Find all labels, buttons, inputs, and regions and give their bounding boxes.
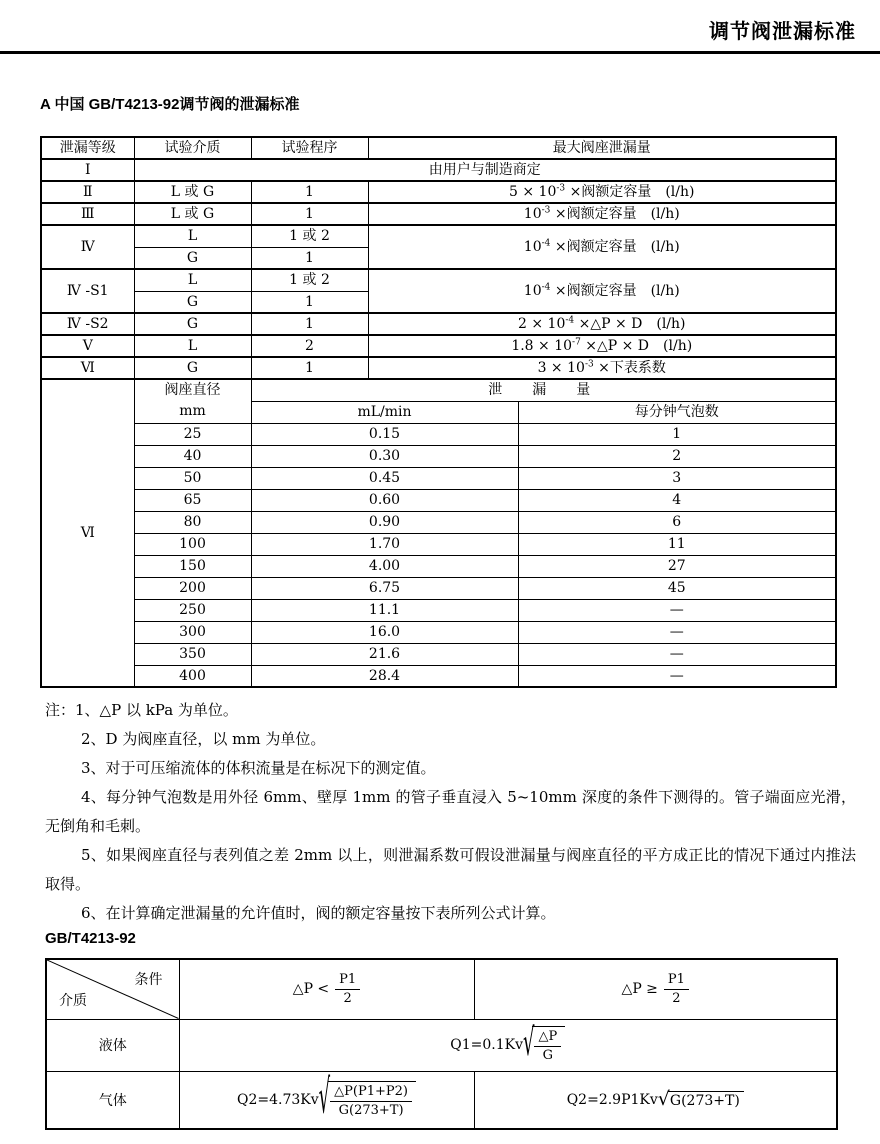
ml-cell: 0.60 [251,489,518,511]
condition-2-cell: △P ≥ $\frac{P1}{2}$ [474,959,837,1019]
dia-cell: 400 [134,665,251,687]
table-row-grade-6 [41,357,836,379]
dia-cell: 65 [134,489,251,511]
bubbles-cell: 1 [518,423,836,445]
dia-cell: 100 [134,533,251,555]
condition-1-cell: △P < $\frac{P1}{2}$ [179,959,474,1019]
medium-cell: L 或 G [134,181,251,203]
subtable-row [41,665,836,687]
note-3: 3、对于可压缩流体的体积流量是在标况下的测定值。 [81,759,436,777]
ml-cell: 0.45 [251,467,518,489]
subtable-row [41,533,836,555]
leakage-cell: $3 \times 10^{-3}$ ×下表系数 [368,357,836,379]
grade-cell: Ⅰ [41,159,134,181]
medium-cell: L [134,225,251,247]
condition-label: 条件 [134,972,163,988]
subtable-row [41,489,836,511]
table-row-grade-4s1-liquid [41,269,836,291]
liquid-formula-row [46,1019,837,1071]
procedure-cell: 1 [251,247,368,269]
ml-cell: 1.70 [251,533,518,555]
header-rule [0,51,880,54]
condition-medium-diagonal-cell [46,959,179,1019]
subtable-row [41,621,836,643]
ml-cell: 28.4 [251,665,518,687]
ml-cell: 0.15 [251,423,518,445]
medium-label: 介质 [59,992,87,1009]
procedure-cell: 1 [251,357,368,379]
section-a-title: A 中国 GB/T4213-92调节阀的泄漏标准 [40,96,300,113]
grade-cell: Ⅵ [41,357,134,379]
gas-formula-2-cell: Q2=2.9P1Kv √ G(273+T) [474,1071,837,1129]
header-max-leakage: 最大阀座泄漏量 [368,137,836,159]
procedure-cell: 1 [251,203,368,225]
table-row-grade-5 [41,335,836,357]
leakage-cell: $5 \times 10^{-3}$ ×阀额定容量 (l/h) [368,181,836,203]
ml-cell: 16.0 [251,621,518,643]
header-medium: 试验介质 [134,137,251,159]
dia-cell: 350 [134,643,251,665]
bubbles-cell: — [518,599,836,621]
ml-cell: 0.90 [251,511,518,533]
bubbles-cell: — [518,621,836,643]
grade-cell: Ⅳ -S2 [41,313,134,335]
gb-standard-label: GB/T4213-92 [45,930,136,947]
subtable-row [41,577,836,599]
grade-cell: Ⅵ [41,379,134,687]
liquid-formula-cell: Q1=0.1Kv √ $\frac{\triangle P}{G}$ [179,1019,837,1071]
table-row-grade-3 [41,203,836,225]
table-row-grade-4-liquid [41,225,836,247]
dia-cell: 250 [134,599,251,621]
procedure-cell: 2 [251,335,368,357]
dia-cell: 80 [134,511,251,533]
seat-diameter-header: 阀座直径 mm [134,379,251,423]
gas-formula-row [46,1071,837,1129]
header-procedure: 试验程序 [251,137,368,159]
dia-cell: 50 [134,467,251,489]
ml-cell: 4.00 [251,555,518,577]
radical-sign: √ [318,1070,331,1126]
procedure-cell: 1 [251,291,368,313]
procedure-cell: 1 [251,313,368,335]
ml-cell: 6.75 [251,577,518,599]
gas-label: 气体 [46,1071,179,1129]
note-5: 5、如果阀座直径与表列值之差 2mm 以上，则泄漏系数可假设泄漏量与阀座直径的平方成正比的情况下通过内推法取得。 [45,846,856,893]
grade-cell: Ⅴ [41,335,134,357]
subtable-row [41,423,836,445]
subtable-row [41,599,836,621]
bubbles-cell: 11 [518,533,836,555]
subtable-row [41,555,836,577]
ml-cell: 21.6 [251,643,518,665]
main-leakage-table [40,136,837,688]
grade-cell: Ⅳ [41,225,134,269]
subtable-row [41,467,836,489]
bubbles-cell: 3 [518,467,836,489]
note-4: 4、每分钟气泡数是用外径 6mm、壁厚 1mm 的管子垂直浸入 5~10mm 深度的条件下测得的。管子端面应光滑，无倒角和毛刺。 [45,788,856,835]
medium-cell: G [134,247,251,269]
notes-block [45,696,856,928]
leakage-cell: $10^{-3}$ ×阀额定容量 (l/h) [368,203,836,225]
dia-cell: 25 [134,423,251,445]
bubbles-cell: 45 [518,577,836,599]
subtable-row [41,511,836,533]
liquid-label: 液体 [46,1019,179,1071]
subtable-row [41,643,836,665]
bubbles-cell: 2 [518,445,836,467]
bubbles-cell: — [518,665,836,687]
medium-cell: L [134,269,251,291]
dia-cell: 200 [134,577,251,599]
rated-capacity-formula-table [45,958,838,1130]
table-header-row [41,137,836,159]
bubbles-cell: 4 [518,489,836,511]
medium-cell: L [134,335,251,357]
subtable-row [41,445,836,467]
radical-sign: √ [523,1021,535,1066]
grade-cell: Ⅱ [41,181,134,203]
grade-cell: Ⅳ -S1 [41,269,134,313]
leakage-cell: $10^{-4}$ ×阀额定容量 (l/h) [368,225,836,269]
medium-cell: G [134,357,251,379]
leakage-cell: $1.8 \times 10^{-7}$ ×△P × D (l/h) [368,335,836,357]
bubbles-header: 每分钟气泡数 [518,401,836,423]
ml-cell: 11.1 [251,599,518,621]
leakage-cell: $10^{-4}$ ×阀额定容量 (l/h) [368,269,836,313]
note-1: 注：1、△P 以 kPa 为单位。 [45,701,238,719]
dia-cell: 300 [134,621,251,643]
note-6: 6、在计算确定泄漏量的允许值时，阀的额定容量按下表所列公式计算。 [81,904,556,922]
formula-header-row [46,959,837,1019]
bubbles-cell: 27 [518,555,836,577]
page-header-title: 调节阀泄漏标准 [709,21,856,43]
ml-cell: 0.30 [251,445,518,467]
procedure-cell: 1 或 2 [251,269,368,291]
dia-cell: 40 [134,445,251,467]
medium-cell: G [134,291,251,313]
table-row-grade-1 [41,159,836,181]
leakage-cell: $2 \times 10^{-4}$ ×△P × D (l/h) [368,313,836,335]
procedure-cell: 1 [251,181,368,203]
leakage-cell: 由用户与制造商定 [134,159,836,181]
ml-min-header: mL/min [251,401,518,423]
note-2: 2、D 为阀座直径，以 mm 为单位。 [81,730,326,748]
header-grade: 泄漏等级 [41,137,134,159]
dia-cell: 150 [134,555,251,577]
table-row-grade-2 [41,181,836,203]
procedure-cell: 1 或 2 [251,225,368,247]
grade-cell: Ⅲ [41,203,134,225]
table-row-grade-4s2 [41,313,836,335]
leakage-amount-header: 泄 漏 量 [251,379,836,401]
bubbles-cell: — [518,643,836,665]
medium-cell: G [134,313,251,335]
radical-sign: √ [657,1088,670,1111]
gas-formula-1-cell: Q2=4.73Kv √ $\frac{\triangle P(P1+P2)}{G(273+T)}$ [179,1071,474,1129]
medium-cell: L 或 G [134,203,251,225]
bubbles-cell: 6 [518,511,836,533]
subtable-header-row-1 [41,379,836,401]
